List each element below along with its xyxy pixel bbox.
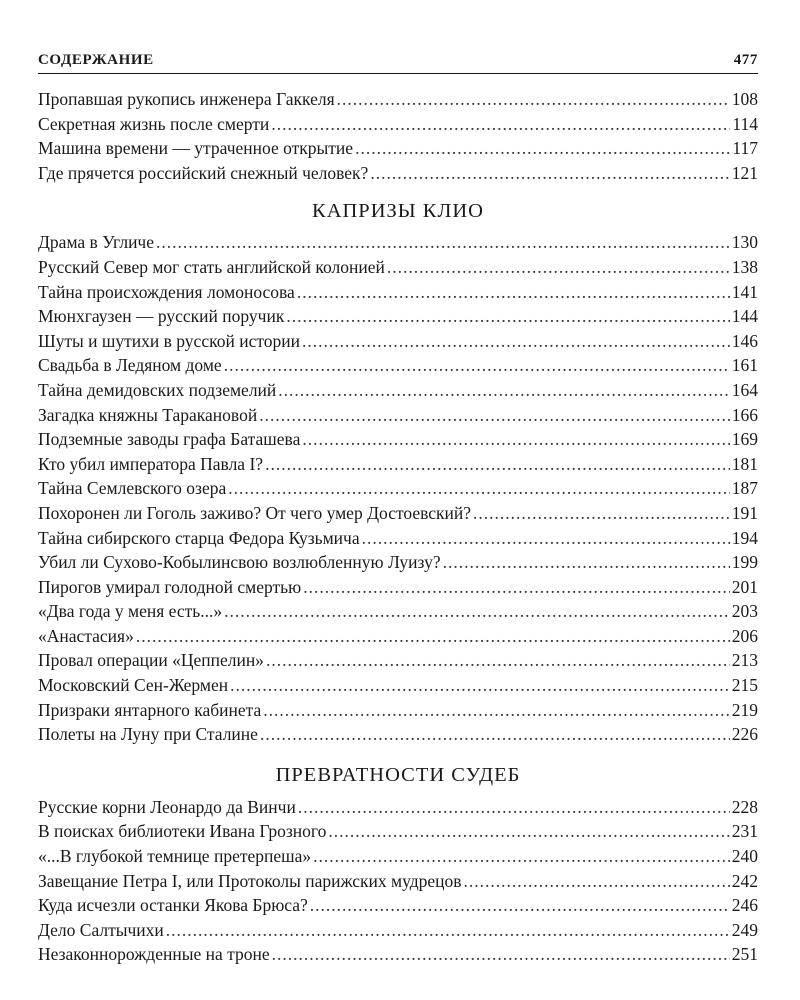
entry-title: В поисках библиотеки Ивана Грозного [38, 821, 327, 842]
toc-entry [38, 819, 758, 844]
toc-entry [38, 230, 758, 255]
entry-page: 240 [731, 846, 758, 867]
toc-entry [38, 161, 758, 186]
leader-dots [271, 112, 730, 137]
toc-entry [38, 844, 758, 869]
entry-title: Убил ли Сухово-Кобылинсвою возлюбленную Луизу? [38, 552, 441, 573]
entry-page: 246 [731, 895, 758, 916]
entry-page: 194 [731, 527, 758, 548]
leader-dots [387, 255, 730, 280]
leader-dots [228, 476, 730, 501]
section-entries [38, 795, 758, 967]
entry-page: 181 [731, 453, 758, 474]
entry-title: Свадьба в Ледяном доме [38, 355, 222, 376]
leader-dots [224, 599, 730, 624]
entry-page: 169 [731, 429, 758, 450]
entry-title: «...В глубокой темнице претерпеша» [38, 846, 312, 867]
leader-dots [362, 526, 730, 551]
leader-dots [265, 452, 730, 477]
leader-dots [464, 869, 730, 894]
toc-entry [38, 378, 758, 403]
entry-title: Секретная жизнь после смерти [38, 113, 270, 134]
entry-page: 219 [731, 699, 758, 720]
entry-page: 226 [731, 724, 758, 745]
leader-dots [136, 624, 730, 649]
toc-entry [38, 476, 758, 501]
leader-dots [302, 427, 729, 452]
leader-dots [286, 304, 729, 329]
toc-entry [38, 795, 758, 820]
toc-entry [38, 624, 758, 649]
toc-entry [38, 112, 758, 137]
entry-title: Куда исчезли останки Якова Брюса? [38, 895, 308, 916]
entry-page: 199 [731, 552, 758, 573]
entry-page: 130 [731, 232, 758, 253]
toc-entry [38, 893, 758, 918]
toc-entry [38, 452, 758, 477]
entry-title: Подземные заводы графа Баташева [38, 429, 301, 450]
toc-entry [38, 648, 758, 673]
entry-title: Провал операции «Цеппелин» [38, 650, 264, 671]
entry-title: Русские корни Леонардо да Винчи [38, 796, 296, 817]
toc-entry [38, 353, 758, 378]
entry-page: 206 [731, 625, 758, 646]
toc-entry [38, 698, 758, 723]
entry-title: Тайна происхождения ломоносова [38, 281, 295, 302]
entry-page: 161 [731, 355, 758, 376]
leader-dots [224, 353, 730, 378]
toc-entry [38, 280, 758, 305]
entry-title: «Анастасия» [38, 625, 134, 646]
leader-dots [370, 161, 729, 186]
entry-page: 228 [731, 796, 758, 817]
toc-entry [38, 136, 758, 161]
entry-title: Призраки янтарного кабинета [38, 699, 262, 720]
entry-title: Похоронен ли Гоголь заживо? От чего умер Достоевский? [38, 502, 472, 523]
leader-dots [303, 575, 730, 600]
entry-title: Шуты и шутихи в русской истории [38, 330, 300, 351]
leader-dots [298, 795, 730, 820]
header-page-number: 477 [733, 52, 758, 68]
leader-dots [263, 698, 730, 723]
entry-title: Незаконнорожденные на троне [38, 944, 270, 965]
leader-dots [443, 550, 730, 575]
toc-entry [38, 575, 758, 600]
entry-page: 213 [731, 650, 758, 671]
entry-page: 146 [731, 330, 758, 351]
entry-title: Кто убил императора Павла I? [38, 453, 264, 474]
leader-dots [473, 501, 730, 526]
header-title: СОДЕРЖАНИЕ [38, 52, 154, 68]
entry-title: «Два года у меня есть...» [38, 601, 223, 622]
toc-entry [38, 869, 758, 894]
entry-page: 249 [731, 919, 758, 940]
leader-dots [272, 942, 730, 967]
entry-title: Тайна сибирского старца Федора Кузьмича [38, 527, 360, 548]
entry-page: 138 [731, 256, 758, 277]
entry-page: 203 [731, 601, 758, 622]
toc-entry [38, 329, 758, 354]
leader-dots [230, 673, 730, 698]
entry-title: Тайна демидовских подземелий [38, 379, 277, 400]
entry-page: 242 [731, 870, 758, 891]
section-entries [38, 230, 758, 746]
entry-page: 164 [731, 379, 758, 400]
leader-dots [166, 918, 730, 943]
leader-dots [266, 648, 730, 673]
entry-page: 108 [731, 89, 758, 109]
toc-entry [38, 501, 758, 526]
toc-entry [38, 403, 758, 428]
entry-title: Где прячется российский снежный человек? [38, 162, 369, 183]
leader-dots [355, 136, 730, 161]
leader-dots [156, 230, 730, 255]
section-title: ПРЕВРАТНОСТИ СУДЕБ [275, 763, 521, 786]
entry-title: Мюнхгаузен — русский поручик [38, 306, 285, 327]
entry-title: Тайна Семлевского озера [38, 478, 227, 499]
section-title: КАПРИЗЫ КЛИО [312, 200, 484, 223]
entry-page: 215 [731, 675, 758, 696]
entry-title: Драма в Угличе [38, 232, 154, 253]
toc-entry [38, 599, 758, 624]
leader-dots [259, 403, 730, 428]
leader-dots [328, 819, 729, 844]
entry-title: Завещание Петра I, или Протоколы парижских мудрецов [38, 870, 462, 891]
entry-title: Полеты на Луну при Сталине [38, 724, 258, 745]
leader-dots [302, 329, 730, 354]
toc-entry [38, 550, 758, 575]
entry-page: 191 [731, 502, 758, 523]
entry-title: Дело Салтычихи [38, 919, 164, 940]
table-of-contents [38, 87, 758, 967]
toc-entry [38, 526, 758, 551]
entry-title: Машина времени — утраченное открытие [38, 138, 354, 159]
toc-entry [38, 673, 758, 698]
entry-title: Загадка княжны Таракановой [38, 404, 258, 425]
leader-dots [310, 893, 730, 918]
entry-title: Московский Сен-Жермен [38, 675, 229, 696]
entry-title: Русский Север мог стать английской колонией [38, 256, 385, 277]
leader-dots [260, 722, 730, 747]
toc-entry [38, 918, 758, 943]
entry-page: 251 [731, 944, 758, 965]
entry-title: Пирогов умирал голодной смертью [38, 576, 302, 597]
running-header [38, 52, 758, 74]
entry-page: 114 [732, 113, 758, 134]
toc-entry [38, 255, 758, 280]
leader-dots [278, 378, 729, 403]
entry-page: 231 [731, 821, 758, 842]
leader-dots [337, 87, 730, 112]
toc-entry [38, 87, 758, 112]
leader-dots [313, 844, 730, 869]
entry-page: 201 [731, 576, 758, 597]
entry-page: 187 [731, 478, 758, 499]
leader-dots [297, 280, 730, 305]
entry-page: 166 [731, 404, 758, 425]
toc-entry [38, 722, 758, 747]
toc-entry [38, 304, 758, 329]
entry-page: 121 [731, 162, 758, 183]
entry-page: 144 [731, 306, 758, 327]
entry-title: Пропавшая рукопись инженера Гаккеля [38, 89, 335, 109]
entry-page: 141 [731, 281, 758, 302]
toc-entry [38, 427, 758, 452]
toc-entry [38, 942, 758, 967]
intro-entries [38, 87, 758, 185]
entry-page: 117 [732, 138, 758, 159]
